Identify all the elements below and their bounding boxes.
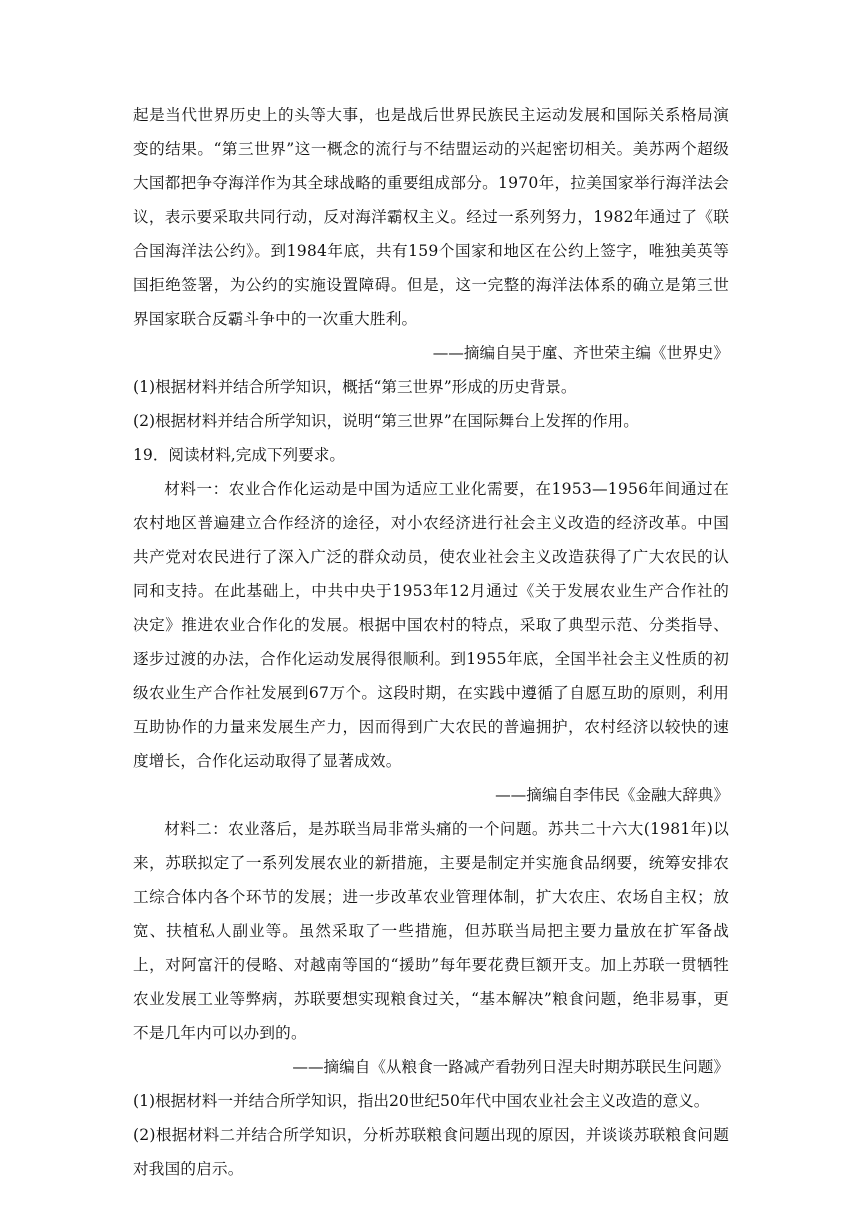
q19-material-2-source: ——摘编自《从粮食一路减产看勃列日涅夫时期苏联民生问题》 xyxy=(292,1058,729,1076)
exam-page xyxy=(133,98,729,1186)
q19-heading: 19．阅读材料,完成下列要求。 xyxy=(133,446,345,464)
q18-material-text: 起是当代世界历史上的头等大事，也是战后世界民族民主运动发展和国际关系格局演变的结果。“第三世界”这一概念的流行与不结盟运动的兴起密切相关。美苏两个超级大国都把争夺海洋作为其全球战略的重要组成部分。1970年，拉美国家举行海洋法会议，表示要采取共同行动，反对海洋霸权主义。经过一系列努力，1982年通过了《联合国海洋法公约》。到1984年底，共有159个国家和地区在公约上签字，唯独美英等国拒绝签署，为公约的实施设置障碍。但是，这一完整的海洋法体系的确立是第三世界国家联合反霸斗争中的一次重大胜利。 xyxy=(133,106,729,328)
q19-material-2: 材料二：农业落后，是苏联当局非常头痛的一个问题。苏共二十六大(1981年)以来，苏联拟定了一系列发展农业的新措施，主要是制定并实施食品纲要，统筹安排农工综合体内各个环节的发展；进一步改革农业管理体制，扩大农庄、农场自主权；放宽、扶植私人副业等。虽然采取了一些措施，但苏联当局把主要力量放在扩军备战上，对阿富汗的侵略、对越南等国的“援助”每年要花费巨额开支。加上苏联一贯牺牲农业发展工业等弊病，苏联要想实现粮食过关，“基本解决”粮食问题，绝非易事，更不是几年内可以办到的。 xyxy=(133,820,729,1042)
q18-material-source: ——摘编自吴于廑、齐世荣主编《世界史》 xyxy=(432,344,729,362)
q18-sub-question-1: (1)根据材料并结合所学知识，概括“第三世界”形成的历史背景。 xyxy=(133,378,577,396)
q19-material-1: 材料一：农业合作化运动是中国为适应工业化需要，在1953—1956年间通过在农村地区普遍建立合作经济的途径，对小农经济进行社会主义改造的经济改革。中国共产党对农民进行了深入广泛的群众动员，使农业社会主义改造获得了广大农民的认同和支持。在此基础上，中共中央于1953年12月通过《关于发展农业生产合作社的决定》推进农业合作化的发展。根据中国农村的特点，采取了典型示范、分类指导、逐步过渡的办法，合作化运动发展得很顺利。到1955年底，全国半社会主义性质的初级农业生产合作社发展到67万个。这段时期，在实践中遵循了自愿互助的原则，利用互助协作的力量来发展生产力，因而得到广大农民的普遍拥护，农村经济以较快的速度增长，合作化运动取得了显著成效。 xyxy=(133,480,729,770)
q19-sub-question-1: (1)根据材料一并结合所学知识，指出20世纪50年代中国农业社会主义改造的意义。 xyxy=(133,1092,710,1110)
q19-sub-question-2: (2)根据材料二并结合所学知识，分析苏联粮食问题出现的原因，并谈谈苏联粮食问题对我国的启示。 xyxy=(133,1126,729,1178)
q18-sub-question-2: (2)根据材料并结合所学知识，说明“第三世界”在国际舞台上发挥的作用。 xyxy=(133,412,639,430)
q19-material-1-source: ——摘编自李伟民《金融大辞典》 xyxy=(495,786,729,804)
